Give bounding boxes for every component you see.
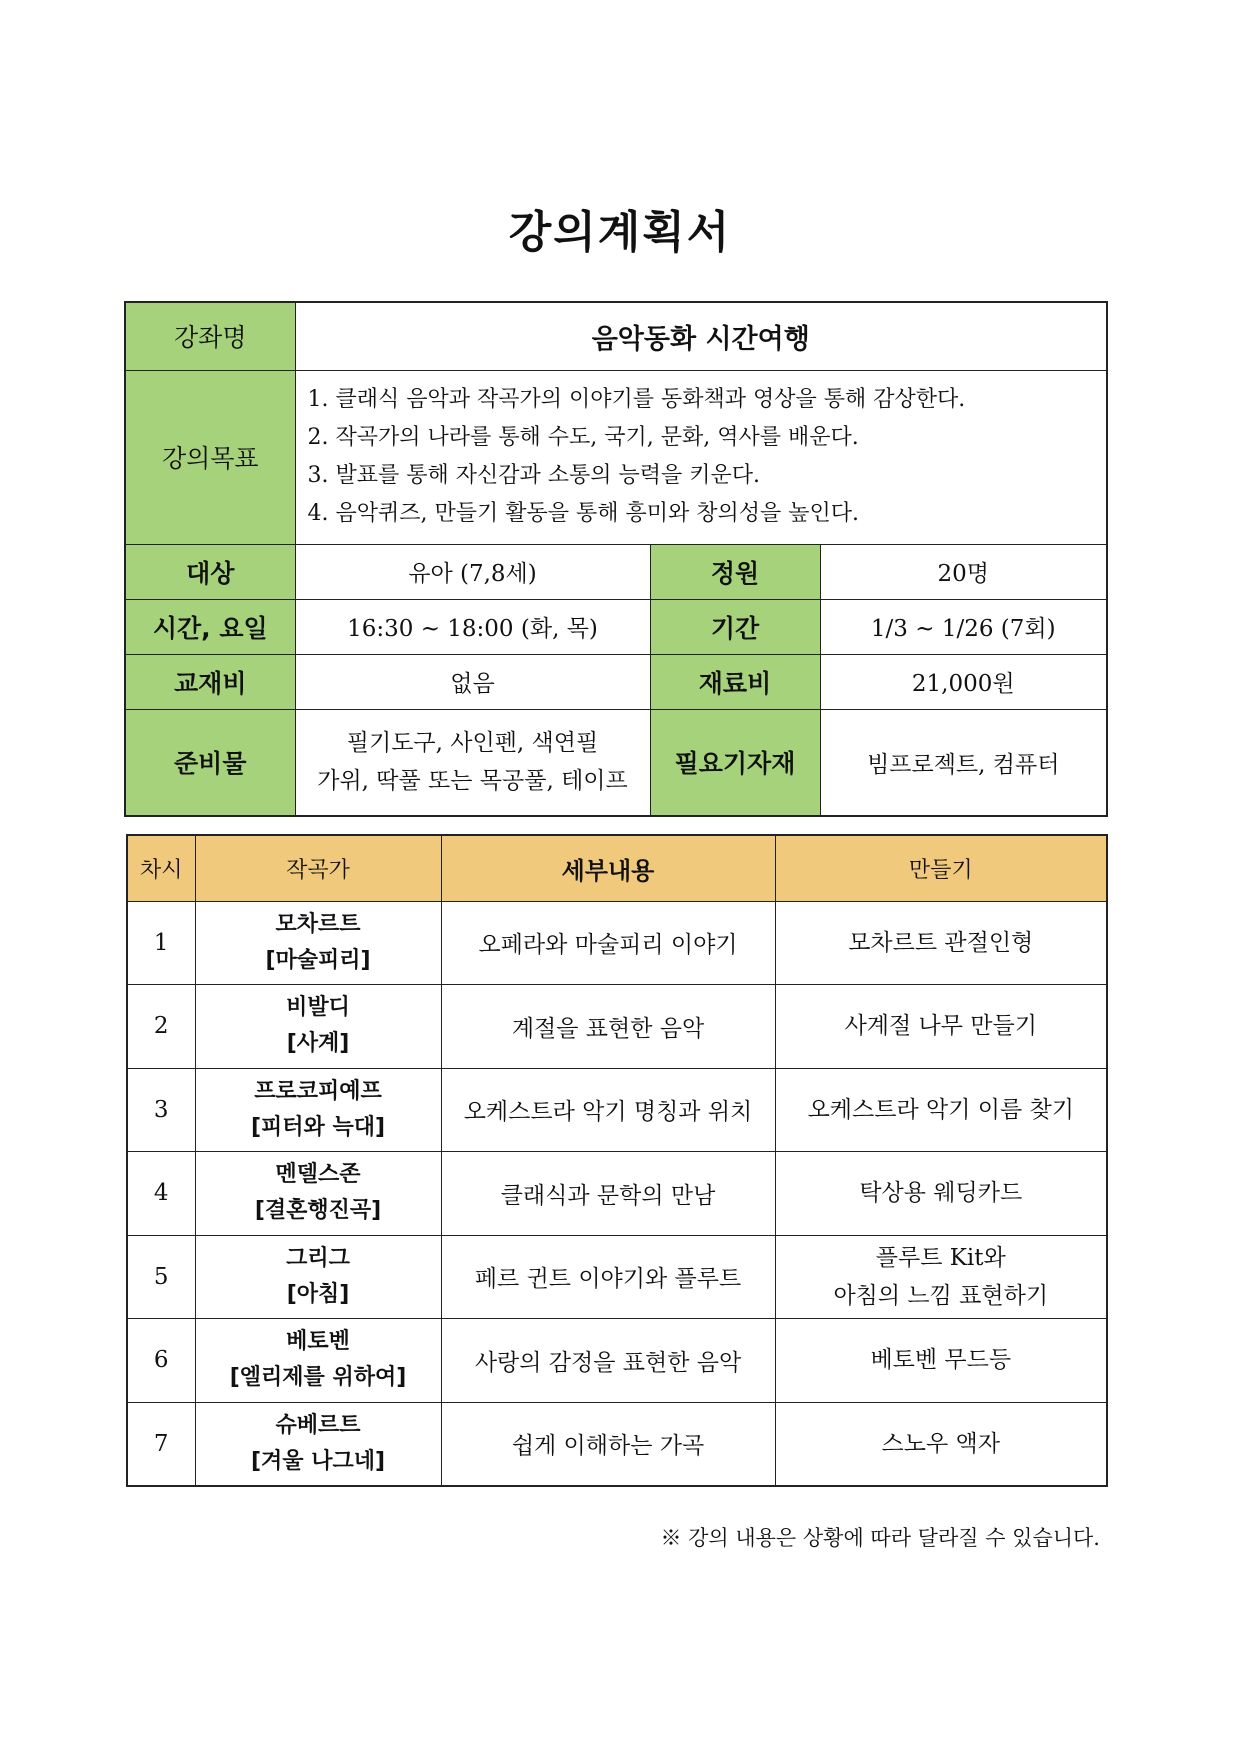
composer-work: [결혼행진곡] xyxy=(254,1198,382,1224)
schedule-body xyxy=(127,901,1107,1486)
target-value: 유아 (7,8세) xyxy=(295,544,650,599)
textbook-fee-value: 없음 xyxy=(295,654,650,709)
session-details: 오페라와 마술피리 이야기 xyxy=(441,901,775,985)
goal-item: 4. 음악퀴즈, 만들기 활동을 통해 흥미와 창의성을 높인다. xyxy=(307,501,859,526)
composer-name: 베토벤 xyxy=(286,1329,350,1355)
composer-name: 비발디 xyxy=(286,995,350,1021)
composer-work: [엘리제를 위하여] xyxy=(229,1365,407,1391)
session-details: 오케스트라 악기 명칭과 위치 xyxy=(441,1068,775,1152)
craft-activity xyxy=(775,1319,1107,1403)
material-fee-value: 21,000원 xyxy=(820,654,1107,709)
session-details: 클래식과 문학의 만남 xyxy=(441,1152,775,1236)
table-row xyxy=(127,1152,1107,1236)
time-label: 시간, 요일 xyxy=(125,599,295,654)
craft-line: 아침의 느낌 표현하기 xyxy=(833,1282,1049,1309)
time-value: 16:30 ~ 18:00 (화, 목) xyxy=(295,599,650,654)
schedule-table xyxy=(126,834,1108,1487)
goal-item: 1. 클래식 음악과 작곡가의 이야기를 동화책과 영상을 통해 감상한다. xyxy=(307,387,966,412)
composer-name: 프로코피예프 xyxy=(254,1078,382,1104)
craft-activity xyxy=(775,985,1107,1069)
supplies-line: 필기도구, 사인펜, 색연필 xyxy=(346,730,599,757)
craft-line: 베토벤 무드등 xyxy=(870,1347,1012,1374)
header-details: 세부내용 xyxy=(441,835,775,901)
craft-line: 모차르트 관절인형 xyxy=(848,929,1034,956)
goal-item: 3. 발표를 통해 자신감과 소통의 능력을 키운다. xyxy=(307,463,760,488)
supplies-line: 가위, 딱풀 또는 목공풀, 테이프 xyxy=(317,768,628,795)
craft-line: 사계절 나무 만들기 xyxy=(844,1013,1037,1040)
composer-name: 슈베르트 xyxy=(275,1412,361,1438)
material-fee-label: 재료비 xyxy=(650,654,820,709)
supplies-label: 준비물 xyxy=(125,709,295,816)
session-number: 5 xyxy=(127,1235,195,1319)
composer-work: [사계] xyxy=(286,1031,350,1057)
craft-activity xyxy=(775,1068,1107,1152)
footnote: ※ 강의 내용은 상황에 따라 달라질 수 있습니다. xyxy=(660,1526,1100,1550)
composer-name: 멘델스존 xyxy=(275,1162,361,1188)
equipment-label: 필요기자재 xyxy=(650,709,820,816)
header-session: 차시 xyxy=(127,835,195,901)
composer-cell xyxy=(195,1068,441,1152)
session-number: 6 xyxy=(127,1319,195,1403)
goals-list xyxy=(295,370,1107,544)
session-number: 3 xyxy=(127,1068,195,1152)
composer-cell xyxy=(195,1319,441,1403)
composer-cell xyxy=(195,1402,441,1486)
craft-activity xyxy=(775,1402,1107,1486)
craft-activity xyxy=(775,1235,1107,1319)
header-composer: 작곡가 xyxy=(195,835,441,901)
composer-cell xyxy=(195,1235,441,1319)
composer-cell xyxy=(195,985,441,1069)
craft-line: 플루트 Kit와 xyxy=(875,1244,1006,1271)
goal-item: 2. 작곡가의 나라를 통해 수도, 국기, 문화, 역사를 배운다. xyxy=(307,425,859,450)
composer-name: 모차르트 xyxy=(275,911,361,937)
session-number: 2 xyxy=(127,985,195,1069)
session-number: 4 xyxy=(127,1152,195,1236)
capacity-label: 정원 xyxy=(650,544,820,599)
table-row xyxy=(127,985,1107,1069)
period-label: 기간 xyxy=(650,599,820,654)
session-details: 쉽게 이해하는 가곡 xyxy=(441,1402,775,1486)
composer-work: [겨울 나그네] xyxy=(250,1448,386,1474)
table-row xyxy=(127,901,1107,985)
document-title: 강의계획서 xyxy=(508,207,732,258)
craft-line: 탁상용 웨딩카드 xyxy=(859,1180,1023,1207)
course-info-table xyxy=(124,301,1108,817)
composer-cell xyxy=(195,1152,441,1236)
period-value: 1/3 ~ 1/26 (7회) xyxy=(820,599,1107,654)
craft-line: 오케스트라 악기 이름 찾기 xyxy=(807,1096,1074,1123)
table-row xyxy=(127,1319,1107,1403)
craft-line: 스노우 액자 xyxy=(881,1430,1000,1457)
session-details: 페르 귄트 이야기와 플루트 xyxy=(441,1235,775,1319)
textbook-fee-label: 교재비 xyxy=(125,654,295,709)
session-number: 1 xyxy=(127,901,195,985)
course-name-value: 음악동화 시간여행 xyxy=(295,302,1107,370)
craft-activity xyxy=(775,1152,1107,1236)
course-name-label: 강좌명 xyxy=(125,302,295,370)
composer-name: 그리그 xyxy=(286,1245,350,1271)
composer-work: [마술피리] xyxy=(265,947,371,973)
target-label: 대상 xyxy=(125,544,295,599)
composer-cell xyxy=(195,901,441,985)
goals-label: 강의목표 xyxy=(125,370,295,544)
session-number: 7 xyxy=(127,1402,195,1486)
session-details: 계절을 표현한 음악 xyxy=(441,985,775,1069)
composer-work: [아침] xyxy=(286,1281,350,1307)
table-row xyxy=(127,1402,1107,1486)
supplies-value xyxy=(295,709,650,816)
session-details: 사랑의 감정을 표현한 음악 xyxy=(441,1319,775,1403)
composer-work: [피터와 늑대] xyxy=(250,1114,386,1140)
craft-activity xyxy=(775,901,1107,985)
equipment-value: 빔프로젝트, 컴퓨터 xyxy=(820,709,1107,816)
header-craft: 만들기 xyxy=(775,835,1107,901)
schedule-header-row xyxy=(127,835,1107,901)
table-row xyxy=(127,1068,1107,1152)
table-row xyxy=(127,1235,1107,1319)
capacity-value: 20명 xyxy=(820,544,1107,599)
